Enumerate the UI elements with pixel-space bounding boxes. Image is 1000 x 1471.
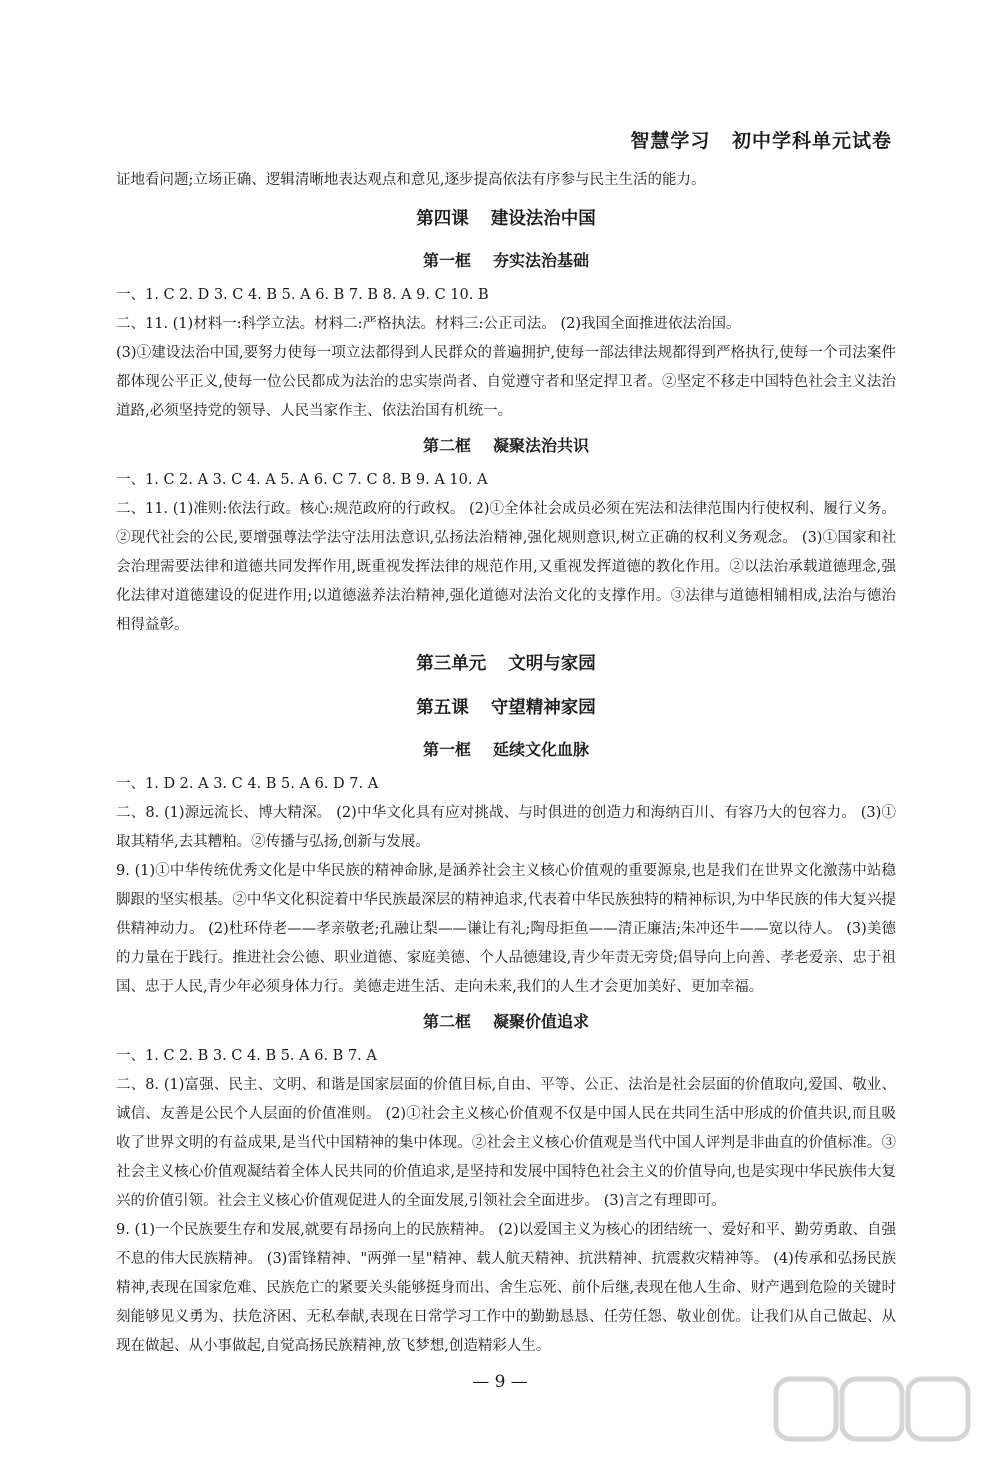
watermark-logo-icon [772,1373,972,1453]
page-number: — 9 — [472,1372,528,1392]
answer-line: 二、11. (1)准则:依法行政。核心:规范政府的行政权。 (2)①全体社会成员必须在宪法和法律范围内行使权利、履行义务。②现代社会的公民,要增强尊法学法守法用法意识,弘扬法治精神,强化规则意识,树立正确的权利义务观念。 (3)①国家和社会治理需要法律和道德共同发挥作用,既重视发挥法律的规范作用,又重视发挥道德的教化作用。②以法治承载道德理念,强化法律对道德建设的促进作用;以道德滋养法治精神,强化道德对法治文化的支撑作用。③法律与道德相辅相成,法治与德治相得益彰。 [116,501,896,633]
answer-line: 二、8. (1)富强、民主、文明、和谐是国家层面的价值目标,自由、平等、公正、法治是社会层面的价值取向,爱国、敬业、诚信、友善是公民个人层面的价值准则。 (2)①社会主义核心价值观不仅是中国人民在共同生活中形成的价值共识,而且吸收了世界文明的有益成果,是当代中国精神的集中体现。②社会主义核心价值观是当代中国人评判是非曲直的价值标准。③社会主义核心价值观凝结着全体人民共同的价值追求,是坚持和发展中国特色社会主义的价值导向,也是实现中华民族伟大复兴的价值引领。社会主义核心价值观促进人的全面发展,引领社会全面进步。 (3)言之有理即可。 [116,1077,896,1209]
intro-paragraph: 证地看问题;立场正确、逻辑清晰地表达观点和意见,逐步提高依法有序参与民主生活的能力。 [116,172,706,188]
lesson4-title: 第四课 建设法治中国 [416,209,596,229]
unit3-title: 第三单元 文明与家园 [416,654,596,674]
lesson5-frame1-title: 第一框 延续文化血脉 [422,740,590,759]
page-header [616,126,892,153]
answer-line: 9. (1)①中华传统优秀文化是中华民族的精神命脉,是涵养社会主义核心价值观的重要源泉,也是我们在世界文化激荡中站稳脚跟的坚实根基。②中华文化积淀着中华民族最深层的精神追求,代表着中华民族独特的精神标识,为中华民族的伟大复兴提供精神动力。 (2)杜环侍老——孝亲敬老;孔融让梨——谦让有礼;陶母拒鱼——清正廉洁;朱冲还牛——宽以待人。 (3)美德的力量在于践行。推进社会公德、职业道德、家庭美德、个人品德建设,青少年责无旁贷;倡导向上向善、孝老爱亲、忠于祖国、忠于人民,青少年必须身体力行。美德走进生活、走向未来,我们的人生才会更加美好、更加幸福。 [116,863,896,995]
answer-line: 一、1. C 2. A 3. C 4. A 5. A 6. C 7. C 8. B 9. A 10. A [116,472,488,488]
answer-line: 一、1. D 2. A 3. C 4. B 5. A 6. D 7. A [116,776,379,792]
lesson4-frame1-title: 第一框 夯实法治基础 [422,251,590,270]
answer-line: (3)①建设法治中国,要努力使每一项立法都得到人民群众的普遍拥护,使每一部法律法规都得到严格执行,使每一个司法案件都体现公平正义,使每一位公民都成为法治的忠实崇尚者、自觉遵守者和坚定捍卫者。②坚定不移走中国特色社会主义法治道路,必须坚持党的领导、人民当家作主、依法治国有机统一。 [116,345,896,419]
page-content [116,166,896,1361]
answer-line: 9. (1)一个民族要生存和发展,就要有昂扬向上的民族精神。 (2)以爱国主义为核心的团结统一、爱好和平、勤劳勇敢、自强不息的伟大民族精神。 (3)雷锋精神、"两弹一星"精神、载人航天精神、抗洪精神、抗震救灾精神等。 (4)传承和弘扬民族精神,表现在国家危难、民族危亡的紧要关头能够挺身而出、舍生忘死、前仆后继,表现在他人生命、财产遇到危险的关键时刻能够见义勇为、扶危济困、无私奉献,表现在日常学习工作中的勤勤恳恳、任劳任怨、敬业创优。让我们从自己做起、从现在做起、从小事做起,自觉高扬民族精神,放飞梦想,创造精彩人生。 [116,1222,896,1354]
lesson5-title: 第五课 守望精神家园 [416,698,596,718]
answer-line: 二、11. (1)材料一:科学立法。材料二:严格执法。材料三:公正司法。 (2)我国全面推进依法治国。 [116,316,741,332]
answer-line: 一、1. C 2. B 3. C 4. B 5. A 6. B 7. A [116,1048,377,1064]
answer-line: 一、1. C 2. D 3. C 4. B 5. A 6. B 7. B 8. A 9. C 10. B [116,287,489,303]
lesson5-frame2-title: 第二框 凝聚价值追求 [422,1012,590,1031]
header-brand: 智慧学习 [630,130,711,152]
header-series: 初中学科单元试卷 [731,130,892,152]
lesson4-frame2-title: 第二框 凝聚法治共识 [422,436,590,455]
answer-line: 二、8. (1)源远流长、博大精深。 (2)中华文化具有应对挑战、与时俱进的创造力和海纳百川、有容乃大的包容力。 (3)①取其精华,去其糟粕。②传播与弘扬,创新与发展。 [116,805,896,850]
